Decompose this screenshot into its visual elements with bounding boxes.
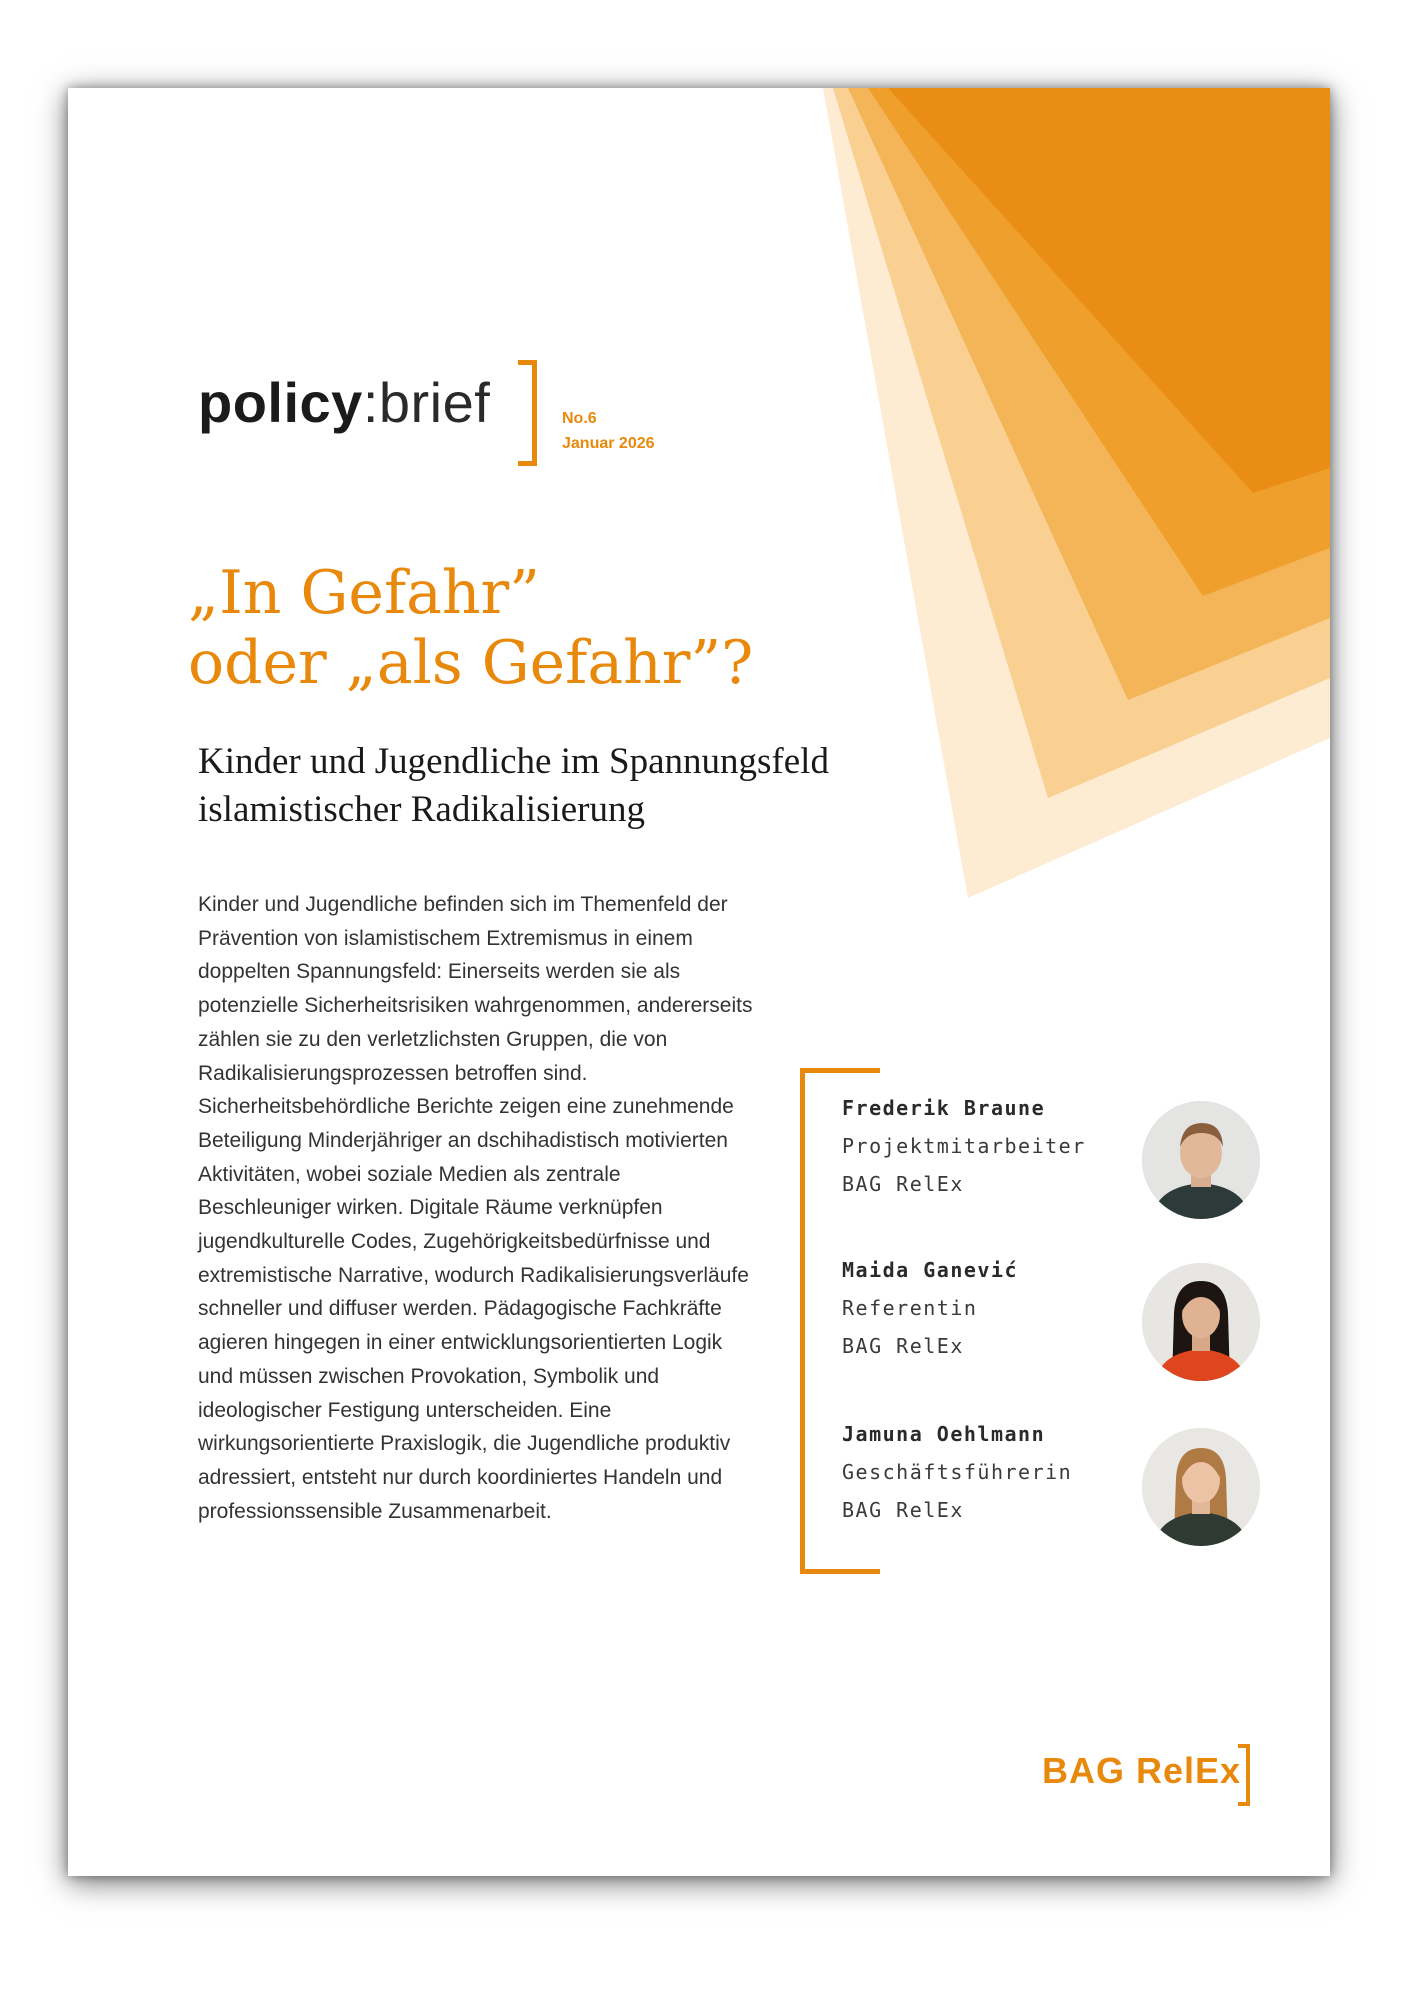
avatar	[1142, 1101, 1260, 1219]
title-line-2: oder „als Gefahr”?	[188, 628, 754, 698]
issue-date: Januar 2026	[562, 435, 655, 452]
author-role: Geschäftsführerin	[842, 1460, 1073, 1484]
author-role: Referentin	[842, 1296, 978, 1320]
portrait-icon	[1142, 1263, 1260, 1381]
policy-brief-logo	[198, 370, 490, 435]
avatar	[1142, 1263, 1260, 1381]
subtitle-line-2: islamistischer Radikalisierung	[198, 789, 645, 830]
author-org: BAG RelEx	[842, 1172, 964, 1196]
footer-logo: BAG RelEx	[1042, 1750, 1242, 1791]
footer-logo-bracket	[1238, 1744, 1250, 1806]
issue-number: No.6	[562, 410, 597, 427]
subtitle-line-1: Kinder und Jugendliche im Spannungsfeld	[198, 741, 829, 782]
author-role: Projektmitarbeiter	[842, 1134, 1086, 1158]
author-org: BAG RelEx	[842, 1334, 964, 1358]
author-name: Jamuna Oehlmann	[842, 1422, 1046, 1446]
document-title	[188, 558, 753, 698]
author-name: Frederik Braune	[842, 1096, 1046, 1120]
issue-info	[562, 406, 655, 456]
logo-bracket	[518, 360, 537, 466]
author-block	[842, 1089, 1086, 1203]
portrait-icon	[1142, 1101, 1260, 1219]
author-block	[842, 1251, 1018, 1365]
portrait-icon	[1142, 1428, 1260, 1546]
title-line-1: „In Gefahr”	[188, 558, 540, 628]
author-block	[842, 1415, 1072, 1529]
author-org: BAG RelEx	[842, 1498, 964, 1522]
avatar	[1142, 1428, 1260, 1546]
author-name: Maida Ganević	[842, 1258, 1019, 1282]
logo-policy: policy	[198, 371, 363, 434]
policy-brief-cover	[68, 88, 1330, 1876]
logo-brief: :brief	[362, 371, 491, 434]
abstract-text: Kinder und Jugendliche befinden sich im Themenfeld der Prävention von islamistischem Extremismus in einem doppelten Spannungsfeld: Einerseits werden sie als potenzielle Sicherheitsrisiken wahrgenommen, andererseits zählen sie zu den verletzlichsten Gruppen, die von Radikalisierungsprozessen betroffen sind. Sicherheitsbehördliche Berichte zeigen eine zunehmende Beteiligung Minderjähriger an dschihadistisch motivierten Aktivitäten, wobei soziale Medien als zentrale Beschleuniger wirken. Digitale Räume verknüpfen jugendkulturelle Codes, Zugehörigkeitsbedürfnisse und extremistische Narrative, wodurch Radikalisierungsverläufe schneller und diffuser werden. Pädagogische Fachkräfte agieren hingegen in einer entwicklungsorientierten Logik und müssen zwischen Provokation, Symbolik und ideologischer Festigung unterscheiden. Eine wirkungsorientierte Praxislogik, die Jugendliche produktiv adressiert, entsteht nur durch koordiniertes Handeln und professionssensible Zusammenarbeit.	[198, 893, 753, 1523]
document-subtitle	[198, 738, 998, 834]
